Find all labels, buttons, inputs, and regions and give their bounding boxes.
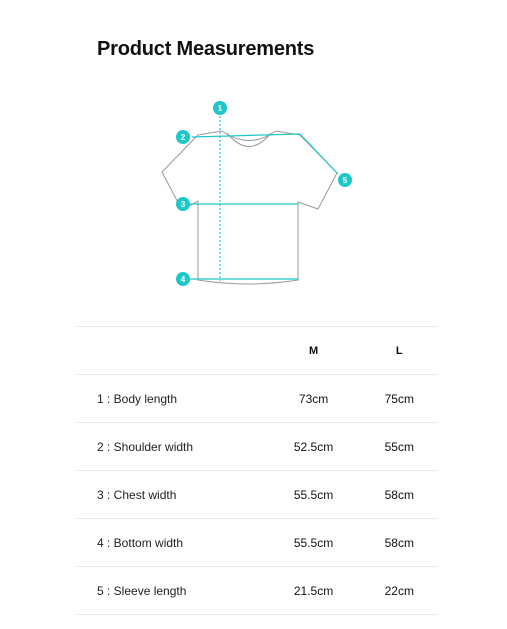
header-size-l: L (362, 327, 437, 375)
row-label: 3 : Chest width (77, 471, 266, 519)
value-m: 73cm (266, 375, 362, 423)
marker-5 (338, 173, 352, 187)
marker-4 (176, 272, 190, 286)
svg-text:1: 1 (217, 104, 223, 113)
row-label: 5 : Sleeve length (77, 567, 266, 615)
table-row (77, 375, 437, 423)
measurements-table (77, 326, 437, 615)
svg-text:2: 2 (180, 133, 186, 142)
row-label: 2 : Shoulder width (77, 423, 266, 471)
table-row (77, 567, 437, 615)
marker-2 (176, 130, 190, 144)
table-row (77, 519, 437, 567)
sleeve-length-line (300, 134, 338, 174)
row-label: 4 : Bottom width (77, 519, 266, 567)
value-m: 21.5cm (266, 567, 362, 615)
value-l: 55cm (362, 423, 437, 471)
header-blank (77, 327, 266, 375)
svg-text:4: 4 (180, 275, 186, 284)
marker-3 (176, 197, 190, 211)
value-m: 55.5cm (266, 471, 362, 519)
page-title: Product Measurements (97, 38, 315, 60)
value-l: 58cm (362, 519, 437, 567)
table-row (77, 471, 437, 519)
svg-text:3: 3 (180, 200, 186, 209)
table-header-row (77, 327, 437, 375)
tshirt-diagram (0, 0, 507, 300)
marker-1 (213, 101, 227, 115)
row-label: 1 : Body length (77, 375, 266, 423)
value-l: 22cm (362, 567, 437, 615)
value-m: 52.5cm (266, 423, 362, 471)
svg-text:5: 5 (342, 176, 348, 185)
value-l: 75cm (362, 375, 437, 423)
header-size-m: M (266, 327, 362, 375)
shoulder-width-line (192, 134, 300, 137)
value-l: 58cm (362, 471, 437, 519)
table-row (77, 423, 437, 471)
value-m: 55.5cm (266, 519, 362, 567)
